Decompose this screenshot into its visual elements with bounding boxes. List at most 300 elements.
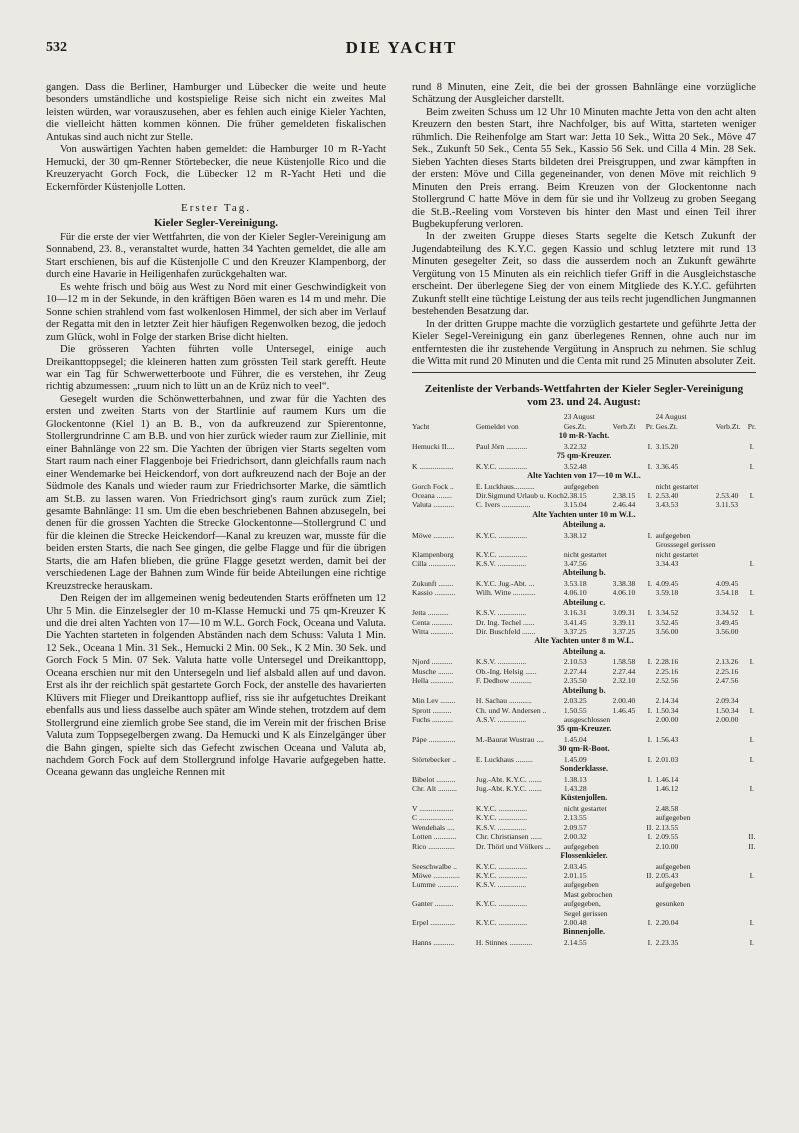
class-heading-label: 75 qm-Kreuzer. (556, 451, 612, 461)
class-heading-label: Abteilung a. (562, 520, 606, 530)
table-cell: I. (749, 705, 755, 715)
table-cell (748, 813, 756, 822)
table-class-heading (412, 927, 756, 938)
table-cell: Fuchs ........... (412, 714, 453, 724)
table-cell (716, 813, 748, 822)
table-cell: 2.38.15 (612, 490, 636, 500)
table-cell (748, 890, 756, 899)
table-cell: K .................. (412, 461, 454, 471)
table-cell (716, 832, 748, 841)
table-cell: Verb.Zt. (715, 421, 741, 431)
table-class-heading (412, 471, 756, 482)
table-cell: 1.50.34 (715, 705, 739, 715)
table-cell: I. (647, 917, 653, 927)
table-cell: 3.56.00 (655, 627, 679, 637)
table-cell: Kassio ........... (412, 588, 456, 598)
table-row (412, 579, 756, 588)
table-cell: Grosssegel gerissen (655, 540, 716, 550)
table-cell: I. (749, 490, 755, 500)
section-heading: Erster Tag. (181, 202, 251, 215)
class-heading-label: Abteilung b. (562, 568, 606, 578)
table-cell: 1.50.34 (655, 705, 679, 715)
table-cell: 2.14.55 (563, 937, 587, 947)
table-cell: 24 August (655, 412, 687, 422)
table-cell: I. (647, 832, 653, 842)
table-cell (748, 579, 756, 588)
table-cell (716, 531, 748, 540)
table-row (412, 871, 756, 880)
table-cell (613, 559, 645, 568)
table-cell (716, 559, 748, 568)
table-row (412, 880, 756, 889)
table-cell: C .................. (412, 813, 454, 823)
table-cell: 3.49.45 (715, 617, 739, 627)
table-cell (644, 890, 655, 899)
table-cell (716, 899, 748, 908)
table-cell (613, 880, 645, 889)
table-row (412, 442, 756, 451)
table-cell (716, 909, 748, 918)
table-cell (748, 804, 756, 813)
table-cell (476, 412, 564, 421)
table-cell: 2.53.40 (655, 490, 679, 500)
table-cell (716, 880, 748, 889)
table-cell (644, 588, 655, 597)
table-cell: aufgegeben (655, 530, 691, 540)
table-row (412, 918, 756, 927)
table-cell (613, 735, 645, 744)
table-cell: nicht gestartet (563, 549, 607, 559)
table-cell: 2.25.16 (715, 666, 739, 676)
table-cell: Segel gerissen (563, 908, 608, 918)
table-cell (716, 871, 748, 880)
class-heading-label: Binnenjolle. (562, 927, 606, 937)
table-row (412, 715, 756, 724)
table-cell: 2.47.56 (715, 676, 739, 686)
table-cell: Oceana ........ (412, 490, 452, 500)
left-column (46, 82, 386, 780)
paragraph: In der zweiten Gruppe dieses Starts segelte die Ketsch Zukunft der Jugendabteilung des K.Y.C. gegen Kassio und schlug letztere mit rund 13 Minuten gesegelter Zeit, so dass die ausserdem noch an Zukunft gewährte Vergütung von 15 Minuten als ein reichlich tiefer Griff in die Ausgleichstasche erscheint. Der überlegene Sieg der von einem Mitgliede des K.Y.C. geführten Zukunft stellt eine tüchtige Leistung der aus teils recht jugendlichen Jungmannen bestehenden Besatzung dar. (412, 231, 756, 318)
table-cell (412, 540, 476, 549)
table-cell: I. (749, 441, 755, 451)
table-cell: 4.09.45 (655, 578, 679, 588)
table-cell (644, 627, 655, 636)
paragraph: In der dritten Gruppe machte die vorzüglich gestartete und geführte Jetta der Kieler Segel-Vereinigung ein ganz überlegenes Rennen, ohne auch nur im entferntesten die ihr zustehende Vergütung in Anspruch zu nehmen. Sie schlug die Witta mit rund 20 Minuten und die Centa mit rund 25 Minuten absoluter Zeit. (412, 318, 756, 367)
table-cell: Mast gebrochen (563, 889, 613, 899)
table-cell: Dir.Sigmund Urlaub u. Koch (475, 490, 564, 500)
table-cell: Ganter .......... (412, 899, 454, 909)
table-row (412, 842, 756, 851)
table-cell: 3.39.11 (612, 617, 636, 627)
table-cell: Möwe ........... (412, 530, 455, 540)
table-cell: I. (749, 917, 755, 927)
table-cell: K.Y.C. ............... (475, 861, 527, 871)
table-cell (644, 862, 655, 871)
table-cell (644, 618, 655, 627)
class-heading-label: Küstenjollen. (560, 793, 608, 803)
table-cell: aufgegeben (655, 861, 691, 871)
table-cell (748, 540, 756, 549)
table-cell (748, 531, 756, 540)
table-cell (412, 890, 476, 899)
table-row (412, 627, 756, 636)
table-cell: Centa ........... (412, 617, 453, 627)
table-cell: aufgegeben (563, 880, 599, 890)
table-cell: 2.32.10 (612, 676, 636, 686)
table-cell: Dir. Buschfeld ....... (475, 627, 536, 637)
table-cell: K.S.V. ............... (475, 657, 527, 667)
table-cell: 3.16.31 (563, 608, 587, 618)
table-row (412, 784, 756, 793)
table-cell: V .................. (412, 803, 454, 813)
table-row (412, 735, 756, 744)
table-cell: Lumme ........... (412, 880, 459, 890)
table-cell: Möwe .............. (412, 870, 460, 880)
table-cell: Zukunft ........ (412, 578, 454, 588)
table-cell (716, 755, 748, 764)
table-cell: K.S.V. ............... (475, 558, 527, 568)
table-row (412, 657, 756, 666)
table-cell (613, 842, 645, 851)
table-cell: 4.06.10 (563, 588, 587, 598)
paragraph: rund 8 Minuten, eine Zeit, die bei der grossen Bahnlänge eine vorzügliche Schätzung der Ausgleicher darstellt. (412, 82, 756, 106)
table-cell (613, 871, 645, 880)
table-cell (644, 804, 655, 813)
table-cell (613, 909, 645, 918)
table-cell: Yacht (412, 421, 430, 431)
table-cell (613, 755, 645, 764)
table-cell (748, 412, 756, 421)
table-cell (613, 412, 645, 421)
table-cell: aufgegeben (563, 481, 599, 491)
table-cell (748, 676, 756, 685)
table-cell: Witta ............ (412, 627, 454, 637)
table-cell: Hemucki II.... (412, 441, 455, 451)
table-cell: 2.10.00 (655, 841, 679, 851)
table-cell: 1.43.28 (563, 784, 587, 794)
table-cell (716, 890, 748, 899)
table-cell: I. (647, 734, 653, 744)
table-row (412, 909, 756, 918)
table-cell: 2.53.40 (715, 490, 739, 500)
table-cell: K.Y.C. ............... (475, 549, 527, 559)
table-row (412, 500, 756, 509)
table-cell: I. (647, 490, 653, 500)
table-cell (644, 715, 655, 724)
class-heading-label: 35 qm-Kreuzer. (556, 724, 612, 734)
class-heading-label: 30 qm-R-Boot. (558, 744, 610, 754)
table-cell (564, 540, 613, 549)
table-cell: 2.48.58 (655, 803, 679, 813)
table-cell: Ges.Zt. (655, 421, 678, 431)
table-cell: I. (749, 754, 755, 764)
table-row (412, 618, 756, 627)
table-cell (644, 412, 655, 421)
table-cell: K.Y.C. ............... (475, 803, 527, 813)
table-cell: 2.13.55 (655, 822, 679, 832)
table-class-heading (412, 724, 756, 735)
table-row (412, 775, 756, 784)
table-cell: Chr. Alt .......... (412, 784, 457, 794)
table-cell: 2.23.35 (655, 937, 679, 947)
table-cell: 2.52.56 (655, 676, 679, 686)
table-cell: 2.25.16 (655, 666, 679, 676)
table-class-heading (412, 568, 756, 579)
table-cell: Verb.Zt (612, 421, 636, 431)
table-cell (644, 676, 655, 685)
table-cell: E. Luckhaus ......... (475, 754, 533, 764)
paragraph: Von auswärtigen Yachten haben gemeldet: die Hamburger 10 m R-Yacht Hemucki, der 30 qm-Renner Störtebecker, die neue Küstenjolle Rico und die Kreuzeryacht Gorch Fock, die Lübecker 12 m R-Yacht Heti und die Eckernförder Küstenjolle Lotten. (46, 144, 386, 193)
table-row (412, 608, 756, 617)
table-cell: 2.00.00 (715, 714, 739, 724)
table-cell (613, 784, 645, 793)
table-cell: 2.13.55 (563, 813, 587, 823)
table-cell: K.Y.C. ............... (475, 870, 527, 880)
table-cell (716, 482, 748, 491)
table-class-heading (412, 647, 756, 658)
subsection-heading: Kieler Segler-Vereinigung. (153, 216, 279, 229)
table-cell: 2.46.44 (612, 500, 636, 510)
table-cell: Rico .............. (412, 841, 455, 851)
table-cell (613, 442, 645, 451)
table-cell: Päpe .............. (412, 734, 456, 744)
table-cell: Chr. Christiansen ...... (475, 832, 542, 842)
table-cell: I. (749, 588, 755, 598)
table-cell: Sprott .......... (412, 705, 452, 715)
table-cell (644, 559, 655, 568)
table-cell: I. (749, 784, 755, 794)
table-cell: Jug.-Abt. K.Y.C. ....... (475, 784, 542, 794)
table-cell: 3.34.52 (715, 608, 739, 618)
class-heading-label: Alte Yachten unter 8 m W.L. (534, 636, 634, 646)
table-cell: 2.00.48 (563, 917, 587, 927)
table-cell: 2.38.15 (563, 490, 587, 500)
table-cell (613, 899, 645, 908)
table-cell: 3.56.00 (715, 627, 739, 637)
table-cell (716, 540, 748, 549)
table-cell: nicht gestartet (655, 549, 699, 559)
table-cell: 3.09.31 (612, 608, 636, 618)
table-cell: aufgegeben (655, 880, 691, 890)
table-cell: 4.09.45 (715, 578, 739, 588)
table-cell: 4.06.10 (612, 588, 636, 598)
table-cell (716, 735, 748, 744)
table-header-row (412, 422, 756, 431)
table-cell (613, 918, 645, 927)
table-cell (644, 550, 655, 559)
class-heading-label: Sonderklasse. (560, 764, 608, 774)
table-cell (748, 823, 756, 832)
table-cell: 3.37.25 (563, 627, 587, 637)
table-row (412, 862, 756, 871)
table-cell: K.Y.C. ............... (475, 461, 527, 471)
table-cell: Störtebecker .. (412, 754, 457, 764)
table-cell: Gemeldet von (475, 421, 519, 431)
table-cell: 2.14.34 (655, 696, 679, 706)
table-cell: 1.56.43 (655, 734, 679, 744)
table-cell: Musche ........ (412, 666, 454, 676)
page-number: 532 (46, 40, 67, 55)
table-cell: I. (749, 937, 755, 947)
table-cell: K.Y.C. ............... (475, 813, 527, 823)
table-cell: Paul Jörn ........... (475, 441, 528, 451)
table-cell: I. (647, 578, 653, 588)
table-cell: Lotten ............ (412, 832, 457, 842)
table-row (412, 676, 756, 685)
table-cell (748, 862, 756, 871)
table-row (412, 559, 756, 568)
table-row (412, 550, 756, 559)
table-cell (613, 462, 645, 471)
table-cell: II. (646, 870, 654, 880)
table-cell: 2.20.04 (655, 917, 679, 927)
table-cell: I. (647, 754, 653, 764)
table-cell (613, 890, 645, 899)
table-cell (748, 482, 756, 491)
table-cell (716, 938, 748, 947)
table-cell: 2.03.45 (563, 861, 587, 871)
table-cell: 3.41.45 (563, 617, 587, 627)
table-cell: I. (647, 705, 653, 715)
table-cell (613, 862, 645, 871)
class-heading-label: Flossenkieler. (560, 851, 608, 861)
table-cell: 2.27.44 (612, 666, 636, 676)
right-column (412, 82, 756, 947)
paragraph: Es wehte frisch und böig aus West zu Nord mit einer Geschwindigkeit von 10—12 m in der Sekunde, in den kräftigen Böen waren es 14 m und mehr. Die Sonne schien strahlend vom fast wolkenlosen Himmel, der sich aber im Verlauf der Regatta mit den in letzter Zeit hier häufigen Regenwolken bezog, die jedoch zum Glück, wohl in Folge der starken Brise dicht hielten. (46, 281, 386, 343)
table-cell: I. (647, 608, 653, 618)
table-cell (613, 482, 645, 491)
table-cell (656, 909, 716, 918)
table-cell: 3.38.12 (563, 530, 587, 540)
table-cell: 1.38.13 (563, 774, 587, 784)
table-cell (716, 823, 748, 832)
table-cell: K.Y.C. ............... (475, 530, 527, 540)
table-cell (613, 804, 645, 813)
table-cell: Dr. Thörl und Völkers ... (475, 841, 551, 851)
table-cell: 3.34.43 (655, 558, 679, 568)
table-cell: Njord ........... (412, 657, 453, 667)
table-row (412, 755, 756, 764)
section-rule (412, 372, 756, 373)
table-row (412, 804, 756, 813)
table-row (412, 540, 756, 549)
table-cell: 1.58.58 (612, 657, 636, 667)
table-cell: 2.01.03 (655, 754, 679, 764)
table-cell (748, 909, 756, 918)
table-class-heading (412, 793, 756, 804)
table-cell: I. (647, 774, 653, 784)
table-cell (644, 909, 655, 918)
table-class-heading (412, 636, 756, 647)
table-cell: H. Sachau ............ (475, 696, 532, 706)
table-cell: Cilla .............. (412, 558, 456, 568)
table-class-heading (412, 686, 756, 697)
table-cell (412, 909, 476, 918)
table-class-heading (412, 598, 756, 609)
table-cell (613, 540, 645, 549)
table-cell (476, 890, 564, 899)
table-cell: 3.54.18 (715, 588, 739, 598)
table-cell: Ch. und W. Andersen .. (475, 705, 547, 715)
class-heading-label: Abteilung c. (562, 597, 606, 607)
class-heading-label: 10 m-R-Yacht. (558, 431, 610, 441)
table-cell: 3.52.48 (563, 461, 587, 471)
table-cell (644, 842, 655, 851)
table-cell: 3.11.53 (715, 500, 739, 510)
table-title-line-1: Zeitenliste der Verbands-Wettfahrten der Kieler Segler-Vereinigung (424, 383, 744, 396)
table-cell: K.Y.C. ............... (475, 917, 527, 927)
table-cell: 1.45.09 (563, 754, 587, 764)
table-title (412, 383, 756, 409)
table-cell (476, 540, 564, 549)
table-cell: A.S.V. ............... (475, 714, 527, 724)
table-cell: K.S.V. ............... (475, 608, 527, 618)
table-cell (613, 938, 645, 947)
table-row (412, 813, 756, 822)
table-cell: 2.27.44 (563, 666, 587, 676)
table-class-heading (412, 764, 756, 775)
table-row (412, 938, 756, 947)
table-cell: Wendehals .... (412, 822, 455, 832)
table-cell (644, 880, 655, 889)
table-cell: II. (748, 832, 756, 842)
class-heading-label: Alte Yachten unter 10 m W.L. (532, 509, 636, 519)
table-cell: I. (647, 461, 653, 471)
table-cell (644, 500, 655, 509)
table-cell (613, 775, 645, 784)
paragraph: Beim zweiten Schuss um 12 Uhr 10 Minuten machte Jetta von den acht alten Kreuzern den besten Start, ihre Nachfolger, bis auf Witta, starteten weniger rühmlich. Die Reihenfolge am Start war: Jetta 10 Sek., Witta 20 Sek., Möve 47 Sek., Zukunft 50 Sek., Centa 55 Sek., Kassio 56 Sek. und Cilla 4 Min. 28 Sek. Sieben Yachten dieses Starts bildeten drei Preisgruppen, und zwar kämpften in der ersten: Möve und Cilla gegeneinander, von denen Möve mit reichlich 9 Minuten den Preis errang. Beim Kreuzen von der Glockentonne nach Stollergrund C hatte Möve in dem für sie und ihr Vollzeug zu groben Seegang die St.B.-Reeling vom Vorsteven bis hinter den Mast und einen Teil ihrer Bugbekupferung verloren. (412, 106, 756, 230)
table-row (412, 899, 756, 908)
table-cell: 2.13.26 (715, 657, 739, 667)
table-cell (644, 540, 655, 549)
paragraph: Für die erste der vier Wettfahrten, die von der Kieler Segler-Vereinigung am Sonnabend, 23. 8., veranstaltet wurde, hatten 34 Yachten gemeldet, die alle am Start erschienen, bis auf die Küstenjolle C und den Kreuzer Klampenborg, der durch eine Havarie in Heiligenhafen zurückgehalten war. (46, 231, 386, 281)
table-cell: Dr. Ing. Techel ...... (475, 617, 535, 627)
table-cell (613, 813, 645, 822)
table-cell: 3.36.45 (655, 461, 679, 471)
table-cell: Klampenborg (412, 549, 454, 559)
table-cell: Ges.Zt. (563, 421, 587, 431)
table-row (412, 890, 756, 899)
table-cell (716, 462, 748, 471)
table-class-heading (412, 451, 756, 462)
table-cell: I. (749, 461, 755, 471)
table-cell (748, 667, 756, 676)
table-cell (748, 775, 756, 784)
table-cell: Hella ............ (412, 676, 454, 686)
page-title: DIE YACHT (345, 38, 458, 57)
table-date-row (412, 412, 756, 421)
table-cell: M.-Baurat Wustrau .... (475, 734, 544, 744)
table-cell (613, 531, 645, 540)
table-row (412, 667, 756, 676)
table-cell: 3.53.18 (563, 578, 587, 588)
table-cell: 2.00.00 (655, 714, 679, 724)
table-cell: 3.15.20 (655, 441, 679, 451)
table-cell (748, 880, 756, 889)
table-cell (748, 696, 756, 705)
table-title-line-2: vom 23. und 24. August: (527, 396, 641, 409)
table-cell (748, 500, 756, 509)
table-cell: I. (647, 937, 653, 947)
paragraph: gangen. Dass die Berliner, Hamburger und Lübecker die weite und heute besonders umständliche und kostspielige Reise sich nicht ein zweites Mal leisten würden, war vorauszusehen, aber es fehlen auch einige Kieler Yachten, die vielleicht hätten kommen können. Die früher gemeldeten fiskalischen Antukas sind auch nicht zur Stelle. (46, 82, 386, 143)
table-cell: I. (647, 441, 653, 451)
table-cell (613, 715, 645, 724)
table-cell (748, 618, 756, 627)
table-row (412, 462, 756, 471)
table-cell (716, 442, 748, 451)
table-cell: 2.05.43 (655, 870, 679, 880)
table-cell: 3.43.53 (655, 500, 679, 510)
